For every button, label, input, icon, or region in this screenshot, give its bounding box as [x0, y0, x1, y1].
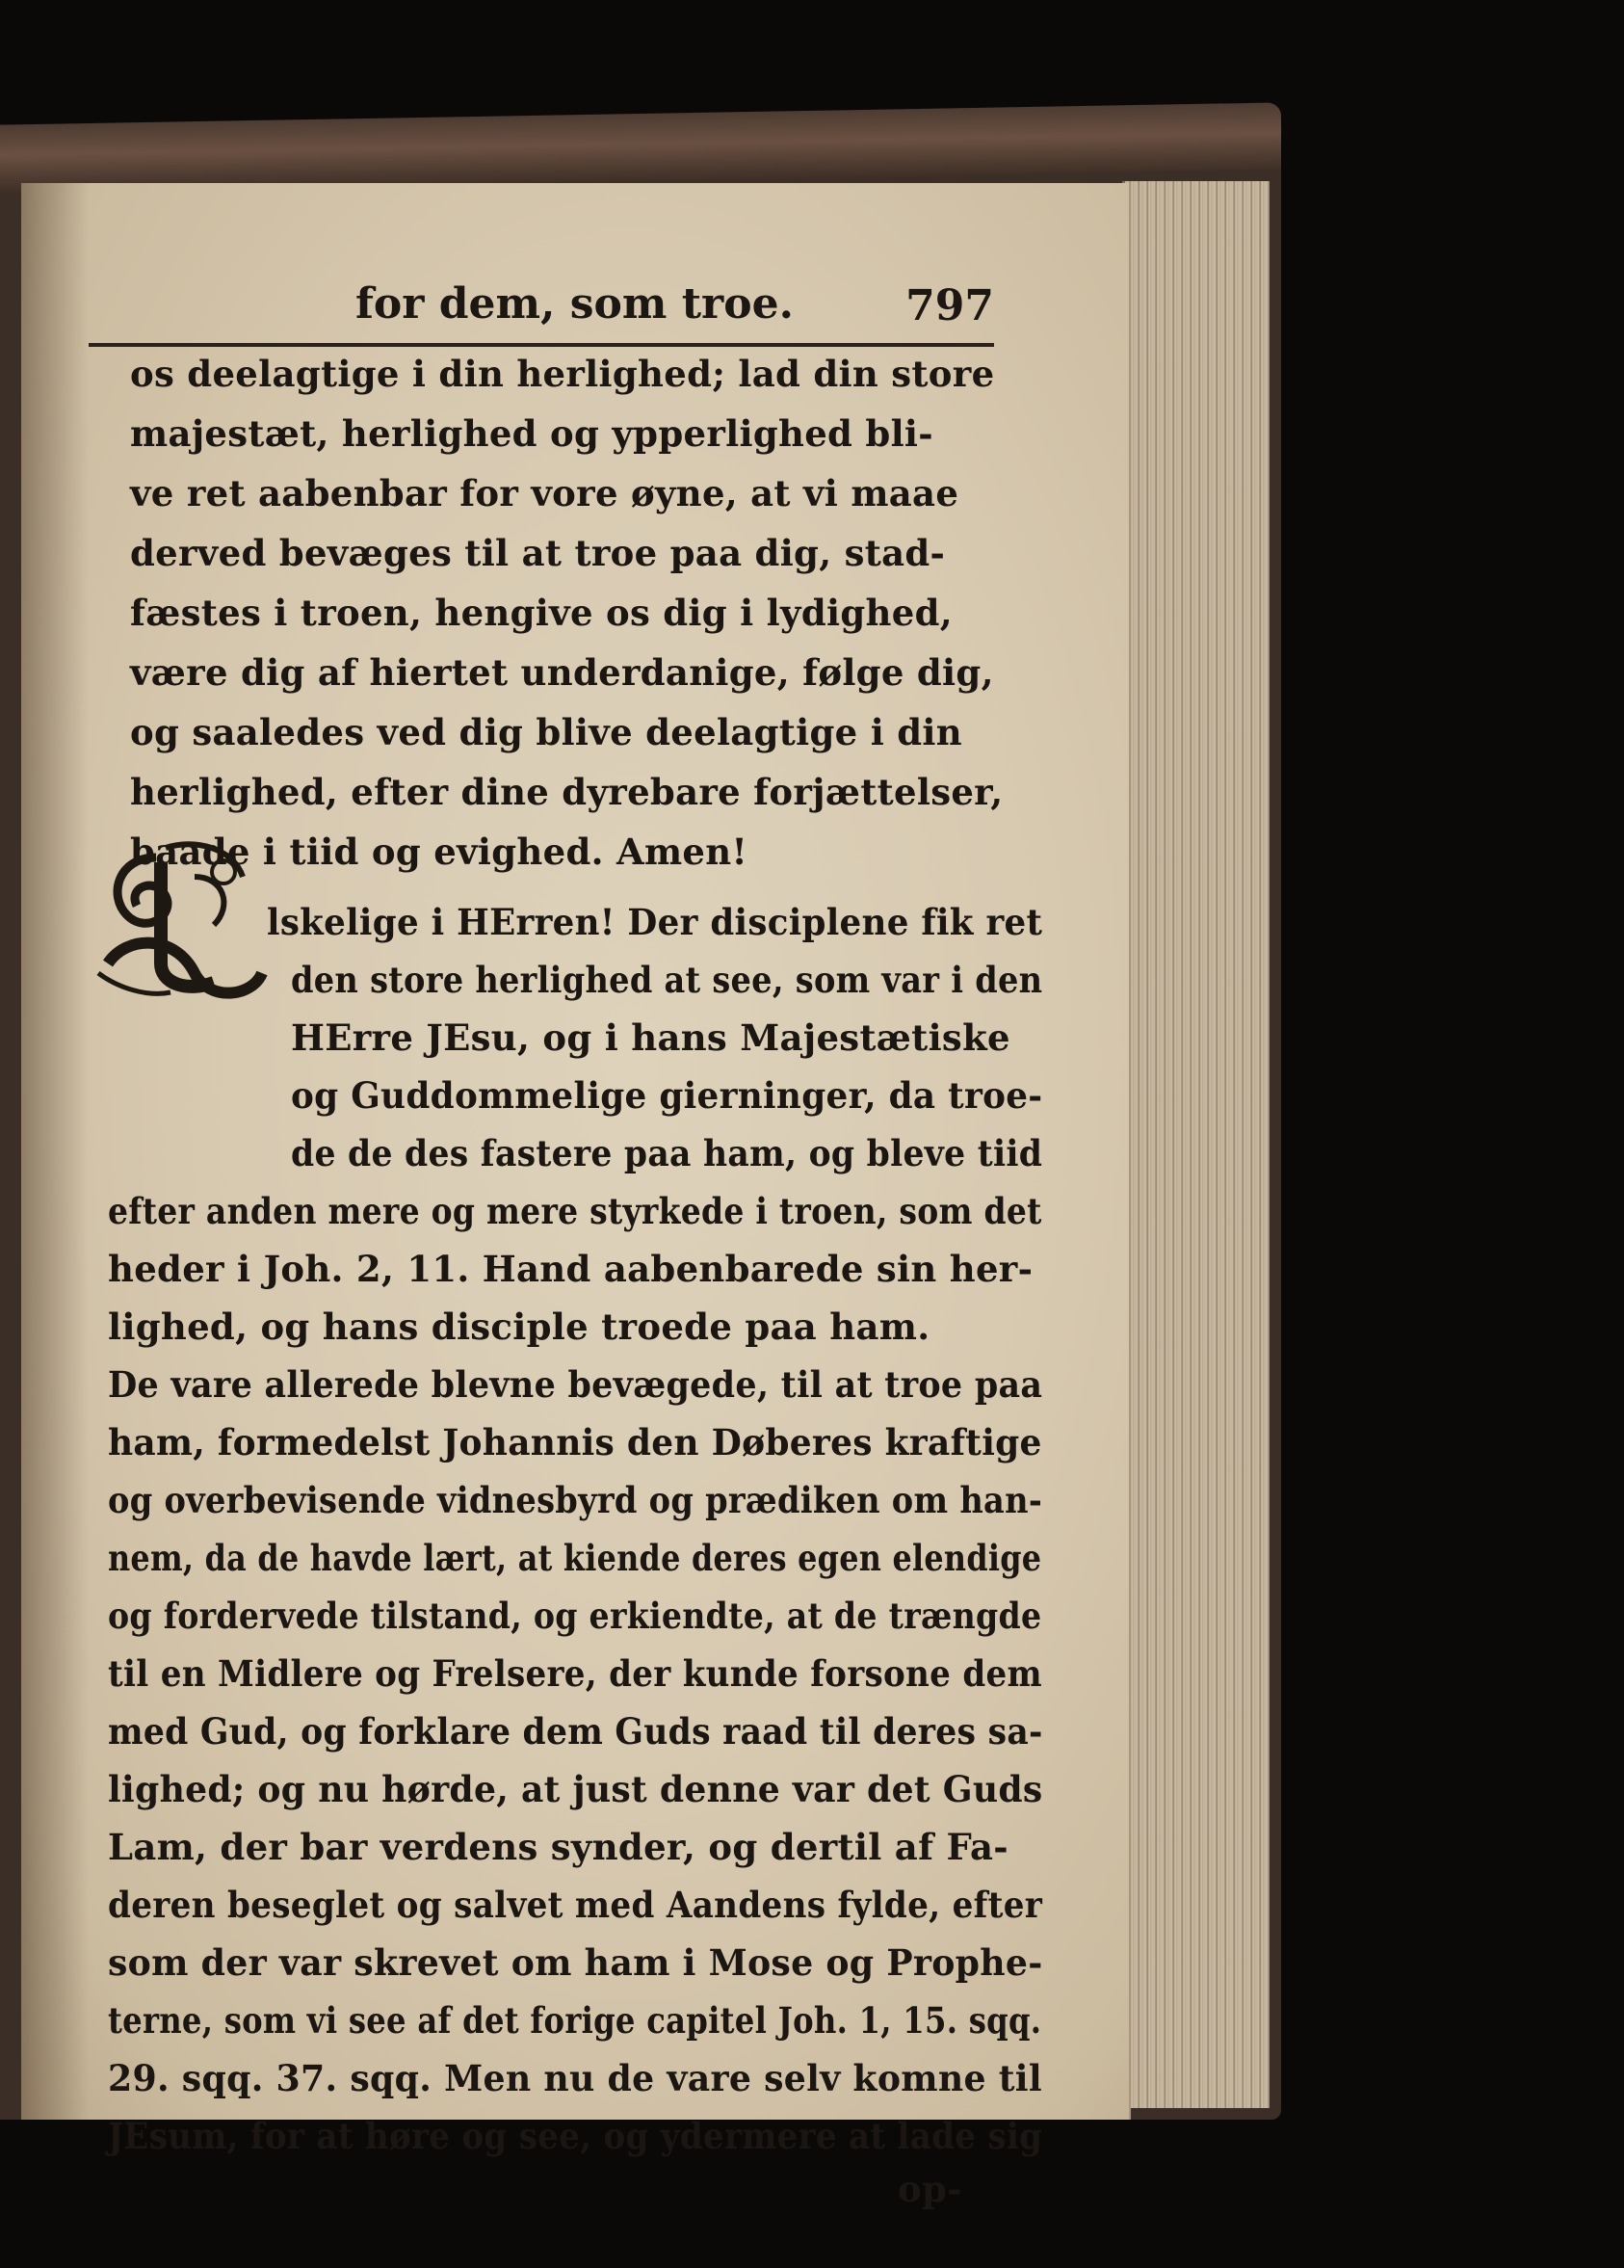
- gutter-shadow: [21, 183, 89, 2120]
- prayer-line: og saaledes ved dig blive deelagtige i din: [130, 711, 962, 753]
- page-number: 797: [905, 281, 994, 330]
- prayer-line: ve ret aabenbar for vore øyne, at vi maae: [130, 472, 959, 514]
- catchword: op-: [898, 2168, 962, 2210]
- sermon-line: De vare allerede blevne bevægede, til at troe paa: [108, 1363, 1043, 1406]
- sermon-line: deren beseglet og salvet med Aandens fylde, efter: [108, 1884, 1043, 1926]
- sermon-line: nem, da de havde lært, at kiende deres egen elendige: [108, 1537, 1042, 1579]
- sermon-line: som der var skrevet om ham i Mose og Prophe-: [108, 1941, 1043, 1984]
- sermon-line: JEsum, for at høre og see, og ydermere at lade sig: [108, 2115, 1043, 2157]
- sermon-line: ham, formedelst Johannis den Døberes kraftige: [108, 1421, 1042, 1464]
- header-rule: [89, 343, 994, 347]
- prayer-line: majestæt, herlighed og ypperlighed bli-: [130, 412, 933, 455]
- sermon-line: til en Midlere og Frelsere, der kunde forsone dem: [108, 1652, 1042, 1695]
- sermon-line: Lam, der bar verdens synder, og dertil af Fa-: [108, 1826, 1008, 1868]
- sermon-line: og fordervede tilstand, og erkiendte, at de trængde: [108, 1595, 1042, 1637]
- sermon-line: lskelige i HErren! Der disciplene fik ret: [267, 901, 1043, 943]
- sermon-line: den store herlighed at see, som var i den: [291, 959, 1043, 1001]
- prayer-line: fæstes i troen, hengive os dig i lydighed,: [130, 592, 953, 634]
- sermon-line: de de des fastere paa ham, og bleve tiid: [291, 1132, 1043, 1174]
- prayer-line: være dig af hiertet underdanige, følge dig,: [130, 651, 994, 694]
- sermon-line: og overbevisende vidnesbyrd og prædiken om han-: [108, 1479, 1043, 1521]
- prayer-line: derved bevæges til at troe paa dig, stad-: [130, 532, 946, 574]
- sermon-line: HErre JEsu, og i hans Majestætiske: [291, 1016, 1010, 1059]
- sermon-line: med Gud, og forklare dem Guds raad til deres sa-: [108, 1710, 1043, 1753]
- prayer-line: os deelagtige i din herlighed; lad din store: [130, 353, 995, 395]
- sermon-line: lighed, og hans disciple troede paa ham.: [108, 1305, 930, 1348]
- sermon-line: terne, som vi see af det forige capitel Joh. 1, 15. sqq.: [108, 1999, 1042, 2042]
- decorated-initial: [89, 819, 272, 1012]
- prayer-line: herlighed, efter dine dyrebare forjættelser,: [130, 771, 1004, 813]
- ornamental-initial-icon: [89, 819, 272, 1012]
- running-title: for dem, som troe.: [355, 279, 794, 329]
- sermon-line: efter anden mere og mere styrkede i troen, som det: [108, 1190, 1042, 1232]
- page-header: [89, 279, 994, 341]
- book-page: [21, 183, 1131, 2210]
- sermon-line: heder i Joh. 2, 11. Hand aabenbarede sin her-: [108, 1248, 1034, 1290]
- prayer-line: baade i tiid og evighed. Amen!: [130, 831, 748, 873]
- page-fore-edge: [1122, 181, 1270, 2108]
- sermon-line: og Guddommelige gierninger, da troe-: [291, 1074, 1043, 1117]
- sermon-line: 29. sqq. 37. sqq. Men nu de vare selv komne til: [108, 2057, 1042, 2099]
- sermon-line: lighed; og nu hørde, at just denne var det Guds: [108, 1768, 1043, 1810]
